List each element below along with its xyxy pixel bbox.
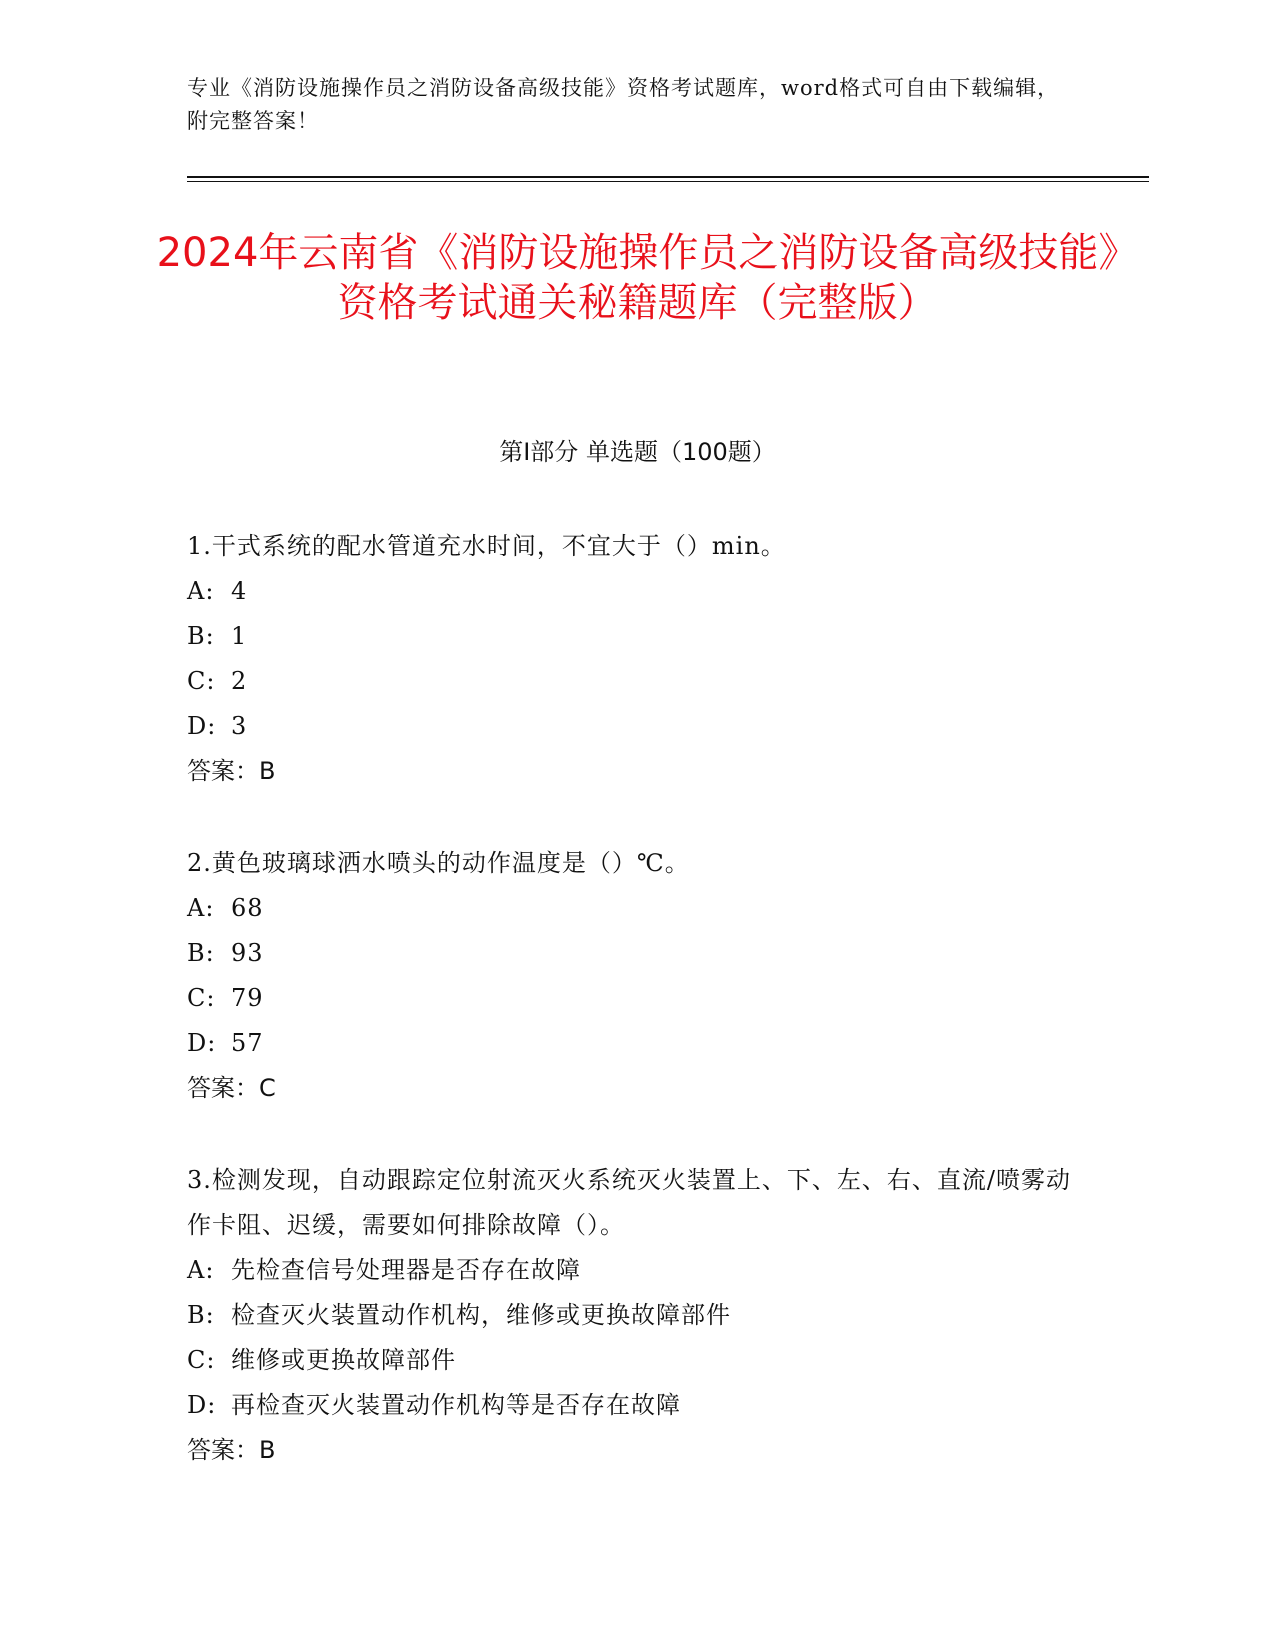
option-a	[187, 1248, 1087, 1293]
option-d	[187, 704, 1087, 749]
option-letter: D:	[187, 1391, 217, 1419]
option-text: 57	[231, 1029, 264, 1057]
option-c	[187, 976, 1087, 1021]
option-letter: B:	[187, 939, 215, 967]
option-letter: D:	[187, 1029, 217, 1057]
question-stem: 3.检测发现，自动跟踪定位射流灭火系统灭火装置上、下、左、右、直流/喷雾动作卡阻、迟缓，需要如何排除故障（）。	[187, 1166, 1071, 1239]
option-b	[187, 614, 1087, 659]
answer-line: 答案：B	[187, 1436, 276, 1464]
option-text: 先检查信号处理器是否存在故障	[231, 1256, 581, 1284]
question-2	[187, 841, 1087, 1111]
header-rule-thin	[187, 181, 1149, 182]
option-letter: A:	[187, 894, 215, 922]
option-text: 3	[231, 712, 248, 740]
option-c	[187, 659, 1087, 704]
option-text: 4	[231, 577, 248, 605]
header-rule-thick	[187, 176, 1149, 178]
document-title: 2024年云南省《消防设施操作员之消防设备高级技能》资格考试通关秘籍题库（完整版）	[156, 230, 1119, 326]
section-title: 第Ⅰ部分 单选题（100题）	[499, 438, 776, 466]
option-b	[187, 931, 1087, 976]
option-a	[187, 886, 1087, 931]
option-b	[187, 1293, 1087, 1338]
option-letter: B:	[187, 1301, 215, 1329]
option-text: 68	[231, 894, 264, 922]
answer-line: 答案：B	[187, 757, 276, 785]
option-text: 再检查灭火装置动作机构等是否存在故障	[231, 1391, 681, 1419]
option-text: 79	[231, 984, 264, 1012]
option-text: 2	[231, 667, 248, 695]
option-c	[187, 1338, 1087, 1383]
option-text: 1	[231, 622, 248, 650]
option-letter: C:	[187, 1346, 216, 1374]
option-letter: A:	[187, 1256, 215, 1284]
question-stem: 2.黄色玻璃球洒水喷头的动作温度是（）℃。	[187, 849, 690, 877]
option-letter: A:	[187, 577, 215, 605]
option-letter: D:	[187, 712, 217, 740]
option-d	[187, 1383, 1087, 1428]
header-note: 专业《消防设施操作员之消防设备高级技能》资格考试题库，word格式可自由下载编辑，附完整答案！	[187, 76, 1060, 133]
question-3	[187, 1158, 1087, 1473]
option-text: 93	[231, 939, 264, 967]
answer-line: 答案：C	[187, 1074, 276, 1102]
option-letter: C:	[187, 984, 216, 1012]
option-a	[187, 569, 1087, 614]
question-1	[187, 524, 1087, 794]
question-stem: 1.干式系统的配水管道充水时间，不宜大于（）min。	[187, 532, 786, 560]
option-letter: C:	[187, 667, 216, 695]
option-text: 检查灭火装置动作机构，维修或更换故障部件	[231, 1301, 731, 1329]
option-letter: B:	[187, 622, 215, 650]
question-list	[187, 524, 1087, 1520]
option-d	[187, 1021, 1087, 1066]
option-text: 维修或更换故障部件	[231, 1346, 456, 1374]
